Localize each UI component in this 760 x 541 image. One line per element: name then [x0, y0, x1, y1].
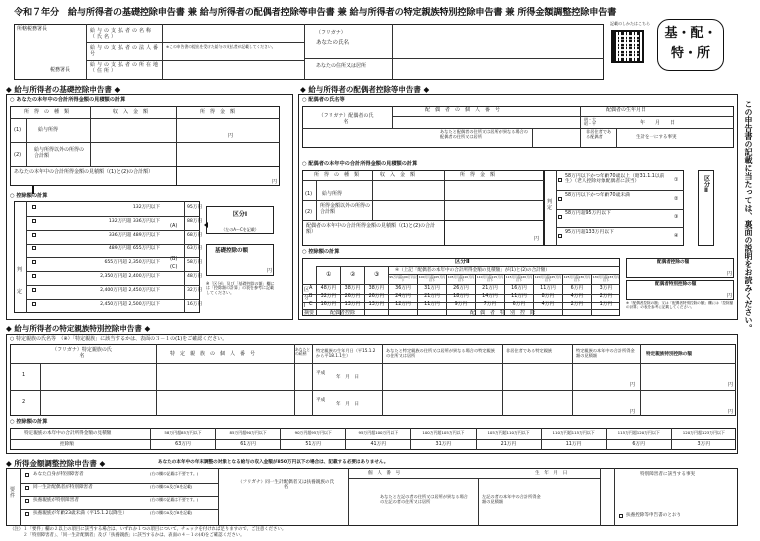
tax-office-suffix: 税務署長 — [50, 67, 71, 73]
bracket-range: 132万円超 336万円以下 — [108, 218, 160, 224]
bracket-range: 132万円以下 — [132, 205, 160, 210]
payer-note: ※この申告書の提出を受けた給与の支払者が記載してください。 — [166, 44, 276, 49]
specified-date: 年 月 日 — [336, 402, 359, 407]
spouse-deduction-cell: 4万円 — [541, 302, 555, 307]
specified-calc-range: 95万円超100万円以下 — [358, 430, 399, 435]
qr-caption: 記載のしかたはこちら — [610, 21, 650, 26]
specified-calc-label: 特定親族の本年中の合計所得金額の見積額 — [24, 431, 112, 436]
basic-deduction-title: ○ 控除額の計算 — [10, 193, 48, 199]
bracket-divider — [26, 244, 200, 245]
specified-calc-amount: 21万円 — [500, 442, 517, 447]
specified-nonresident: 非居住者である特定親族 — [506, 348, 553, 353]
col-shotoku: 所 得 金 額 — [200, 109, 236, 115]
hantei-char2: 定 — [17, 289, 23, 295]
spouse-deduction-cell: 3万円 — [599, 286, 613, 291]
kubun-char3: Ⅰ — [304, 303, 306, 309]
spouse-range-head: 120万円超125万円以下 — [534, 275, 562, 283]
specified-row-num: 1 — [22, 372, 26, 378]
haigu-kojo-label: 配偶者控除の額 — [657, 260, 690, 265]
specified-row-num: 2 — [22, 399, 26, 405]
spouse-total-label: 配偶者の本年中の合計所得金額の見積額（(1)と(2)の合計額） — [306, 223, 436, 235]
adjust-req-note: (右の欄のA及びBを記載) — [150, 484, 193, 489]
spouse-deduction-cell: 21万円 — [424, 294, 440, 299]
spouse-eras: 明・大 昭・平 — [584, 117, 596, 127]
bracket-range: 2,450万円超 2,500万円以下 — [100, 301, 160, 307]
specified-calc-title: ○ 控除額の計算 — [10, 419, 48, 425]
spouse-yen: 円 — [534, 236, 540, 242]
haigu-tokubetsu-yen: 円 — [727, 293, 733, 299]
specified-calc-amount: 3万円 — [697, 442, 711, 447]
bracket-range: 336万円超 489万円以下 — [108, 232, 160, 238]
row-num-2: (2) — [14, 152, 22, 158]
specified-calc-line — [410, 428, 411, 450]
spouse-row1: 給与所得 — [322, 191, 343, 197]
yen-2: 円 — [272, 179, 278, 185]
bracket-divider — [26, 285, 200, 286]
spouse-deduction-cell: 48万円 — [320, 286, 337, 291]
spouse-nonresident-label: 非居住者である配偶者 — [586, 129, 612, 139]
adjust-person-number: 個 人 番 号 — [368, 471, 401, 476]
spouse-deduction-cell: 18万円 — [453, 294, 469, 299]
hantei-char1: 判 — [17, 267, 23, 273]
bracket-amount: 68万円 — [187, 232, 203, 238]
spouse-deduction-cell: 14万円 — [482, 294, 498, 299]
spouse-deduction-cell: 21万円 — [482, 286, 498, 291]
spouse-deduction-cell: 26万円 — [453, 286, 469, 291]
logo-line1: 基・配・ — [664, 26, 717, 41]
bracket-amount: 32万円 — [187, 287, 203, 293]
row-num-1: (1) — [14, 127, 22, 133]
basic-kubun-label: 区分Ⅰ — [232, 211, 248, 218]
judge-mark: ③ — [674, 214, 679, 220]
spouse-footer-left: 摘要 — [304, 310, 315, 316]
form-title: 令和７年分 給与所得者の基礎控除申告書 兼 給与所得者の配偶者控除等申告書 兼 給与所得者の特定親族特別控除申告書 兼 所得金額調整控除申告書 — [14, 7, 617, 18]
specified-calc-line — [345, 428, 346, 450]
basic-row2: 給与所得以外の所得の合計額 — [34, 147, 85, 159]
col-kind: 所 得 の 種 類 — [24, 109, 70, 115]
spouse-deduction-cell: 13万円 — [344, 302, 361, 307]
adjust-fuyo: 扶養控除等申告書のとおり — [626, 513, 682, 518]
bracket-amount: 58万円 — [187, 260, 203, 266]
spouse-deduction-cell: 6万円 — [570, 286, 584, 291]
specified-calc-range: 58万円超85万円以下 — [164, 430, 202, 435]
specified-calc-range: 115万円超120万円以下 — [617, 430, 660, 435]
specified-subtitle: ○ 特定親族の氏名等 （※）「特定親族」に該当するかは、表面の３－１の(1)をご確認ください。 — [10, 336, 228, 342]
specified-calc-amount: 31万円 — [435, 442, 452, 447]
basic-kubun-box[interactable] — [206, 206, 274, 234]
specified-calc-line — [150, 428, 151, 450]
specified-yen-income: 円 — [630, 409, 636, 415]
spouse-deduction-cell: 26万円 — [344, 294, 361, 299]
specified-section-title: ◆ 給与所得者の特定親族特別控除申告書 ◆ — [6, 324, 151, 333]
spouse-range-head: 100万円超105万円以下 — [418, 275, 446, 283]
adjust-req-checkbox[interactable] — [25, 486, 29, 490]
spouse-deduction-cell: 38万円 — [344, 286, 361, 291]
adjust-note-1: （注）１「要件」欄の２以上の項目に該当する場合は、いずれか１つの項目について、チェックを付ければ足りますので、ご注意ください。 — [10, 527, 287, 532]
specified-name-field[interactable] — [42, 392, 154, 415]
spouse-section-title: ◆ 給与所得者の配偶者控除等申告書 ◆ — [300, 85, 430, 94]
col-income: 収 入 金 額 — [113, 109, 149, 115]
kubun-char1: 区 — [304, 287, 310, 293]
your-name-field[interactable] — [393, 25, 603, 57]
specified-calc-line — [541, 428, 542, 450]
adjust-req-checkbox[interactable] — [25, 499, 29, 503]
spouse-deduction-cell: 16万円 — [320, 302, 337, 307]
specified-era: 平成 — [316, 371, 326, 376]
spouse-col-head: ① — [326, 271, 332, 278]
bracket-divider — [26, 299, 200, 300]
bracket-amount: 88万円 — [187, 218, 203, 224]
spouse-col-head: ② — [350, 271, 356, 278]
spouse-col-income: 収 入 金 額 — [380, 172, 416, 178]
payer-name-label: 給与の支払者の名称（氏名） — [90, 28, 154, 40]
haigu-kojo-box[interactable] — [626, 258, 734, 278]
bracket-range: 2,350万円超 2,400万円以下 — [100, 274, 160, 279]
spouse-deduction-cell: 32万円 — [320, 294, 337, 299]
specified-calc-line — [671, 428, 672, 450]
spouse-deduction-cell: 24万円 — [395, 294, 411, 299]
bracket-checkbox[interactable] — [32, 288, 36, 292]
bracket-amount: 16万円 — [187, 301, 203, 307]
spouse-row-kubun: B — [309, 293, 313, 299]
spouse-row2: 所得金額以外の所得の合計額 — [320, 203, 371, 215]
judge-mark: ② — [674, 195, 679, 202]
spouse-deduction-cell: 1万円 — [599, 302, 613, 307]
spouse-total-field[interactable] — [444, 220, 544, 246]
spouse-kubun-label: 区分Ⅱ — [702, 175, 710, 194]
spouse-deduction-cell: 11万円 — [540, 286, 556, 291]
adjust-section-title: ◆ 所得金額調整控除申告書 ◆ — [6, 459, 106, 468]
spouse-row-kubun: A — [309, 285, 313, 291]
specified-yen-deduction: 円 — [728, 382, 734, 388]
specified-calc-range: 110万円超115万円以下 — [552, 430, 595, 435]
judge-checkbox[interactable] — [558, 215, 562, 219]
qr-code-icon[interactable] — [611, 30, 644, 63]
specified-deduction: 特定親族特別控除の額 — [646, 352, 692, 357]
specified-calc-amount: 63万円 — [175, 442, 191, 447]
specified-calc-range: 120万円超123万円以下 — [682, 430, 725, 435]
spouse-note: ※「配偶者控除の額」又は「配偶者特別控除の額」欄には「控除額の計算」の表を参考に記載してください。 — [626, 301, 734, 309]
adjust-req-text: 同一生計配偶者が特別障害者 — [33, 485, 93, 490]
adjust-req-note: (右の欄の記載は不要です。) — [150, 471, 199, 476]
judge-vline — [556, 170, 557, 246]
specified-calc-kojo: 控除額 — [60, 442, 74, 447]
spouse-rownum-1: (1) — [305, 191, 313, 197]
adjust-req-checkbox[interactable] — [25, 473, 29, 477]
judge-mark: ④ — [674, 232, 679, 239]
bracket-range: 2,400万円超 2,450万円以下 — [100, 287, 160, 293]
spouse-deduction-title: ○ 控除額の計算 — [302, 249, 340, 255]
side-note: この申告書の記載に当たっては、裏面の説明をお読みください。 — [744, 100, 753, 332]
spouse-kubun-head: 区分Ⅱ — [455, 259, 470, 265]
specified-relation: あなたとの続柄 — [295, 347, 311, 357]
spouse-number-label: 配 偶 者 の 個 人 番 号 — [425, 107, 501, 113]
bracket-checkbox[interactable] — [32, 260, 36, 264]
adjust-person-birth: 生 年 月 日 — [535, 471, 568, 476]
adjust-person-label: （フリガナ）同一生計配偶者又は扶養親族の氏名 — [237, 480, 335, 491]
specified-calc-line — [606, 428, 607, 450]
adjust-person-address: あなたと左記の者の住所又は居所が異なる場合の左記の者の住所又は居所 — [380, 494, 468, 504]
specified-yen-deduction: 円 — [728, 409, 734, 415]
judge-checkbox[interactable] — [558, 234, 562, 238]
haigu-tokubetsu-box[interactable] — [626, 280, 734, 300]
bracket-checkbox[interactable] — [32, 302, 36, 306]
your-address-label: あなたの住所又は居所 — [316, 63, 367, 69]
spouse-deduction-cell: 12万円 — [395, 302, 411, 307]
specified-calc-line — [215, 428, 216, 450]
adjust-title-note: あなたの本年中の年末調整の対象となる給与の収入金額が850万円以下の場合は、記載する必要はありません。 — [158, 460, 389, 465]
kiso-yen: 円 — [267, 268, 273, 274]
tax-office-label: 所轄税務署長 — [17, 26, 48, 32]
spouse-row-kubun: C — [309, 301, 313, 307]
specified-calc-range: 100万円超105万円以下 — [422, 430, 465, 435]
spouse-footer-a: 配偶者控除 — [330, 310, 356, 316]
spouse-household-label: 生計を一にする事実 — [636, 135, 677, 140]
spouse-range-head: 105万円超110万円以下 — [447, 275, 475, 283]
bracket-amount: 95万円 — [187, 205, 203, 210]
spouse-deduction-cell: 8万円 — [541, 294, 555, 299]
spouse-name-label: （フリガナ）配偶者の氏名 — [318, 113, 374, 125]
your-name-label: あなたの氏名 — [316, 40, 350, 46]
adjust-req-side: 要件 — [10, 487, 16, 499]
specified-number-label: 特 定 親 族 の 個 人 番 号 — [170, 351, 256, 357]
bracket-checkbox[interactable] — [32, 274, 36, 278]
adjust-req-note: (右の欄の記載は不要です。) — [150, 497, 199, 502]
spouse-birth-label: 配偶者の生年月日 — [606, 107, 647, 113]
bracket-checkbox[interactable] — [32, 219, 36, 223]
judge-divider — [556, 227, 684, 228]
basic-note: ※「区分Ⅰ」及び「基礎控除の額」欄には「控除額の計算」の表を参考に記載してください。 — [206, 281, 275, 295]
basic-total-field[interactable] — [176, 166, 280, 186]
spouse-range-head: 115万円超120万円以下 — [505, 275, 533, 283]
spouse-deduction-cell: 9万円 — [454, 302, 468, 307]
bracket-divider — [26, 257, 200, 258]
specified-birth: 特定親族の生年月日（平15.1.2から平18.1.1生） — [316, 348, 376, 358]
bracket-range: 489万円超 655万円以下 — [108, 246, 160, 252]
payer-address-label: 給与の支払者の所在地（住所） — [90, 62, 161, 74]
specified-name-label: （フリガナ）特定親族の氏名 — [52, 347, 112, 359]
bracket-A: (A) — [170, 223, 178, 229]
bracket-checkbox[interactable] — [32, 246, 36, 250]
kiso-kojo-label: 基礎控除の額 — [215, 248, 249, 254]
specified-calc-line — [476, 428, 477, 450]
spouse-date: 年 月 日 — [640, 120, 676, 126]
kiso-kojo-box[interactable] — [206, 244, 274, 276]
spouse-deduction-cell: 11万円 — [511, 294, 527, 299]
bracket-range: 655万円超 2,350万円以下 — [104, 260, 160, 266]
kubun-char2: 分 — [304, 295, 310, 301]
spouse-col-kind: 所 得 の 種 類 — [314, 172, 360, 178]
bracket-checkbox[interactable] — [32, 233, 36, 237]
specified-calc-amount: 6万円 — [632, 442, 646, 447]
spouse-deduction-cell: 7万円 — [483, 302, 497, 307]
specified-calc-range: 105万円超110万円以下 — [487, 430, 530, 435]
spouse-range-head: 125万円超130万円以下 — [563, 275, 591, 283]
spouse-rownum-2: (2) — [305, 209, 313, 215]
spouse-deduction-cell: 11万円 — [424, 302, 440, 307]
bracket-divider — [26, 216, 200, 217]
judge-text: 95万円超133万円以下 — [565, 229, 614, 235]
judge-checkbox[interactable] — [558, 197, 562, 201]
spouse-deduction-cell: 36万円 — [395, 286, 411, 291]
specified-calc-amount: 51万円 — [305, 442, 322, 447]
adjust-note-2: ２「特別障害者」、「同一生計配偶者」及び「扶養親族」に該当するかは、表面の４－１の(4)をご確認ください。 — [10, 533, 245, 538]
spouse-address-label: あなたと配偶者の住所又は居所が異なる場合の配偶者の住所又は居所 — [440, 129, 528, 139]
spouse-deduction-cell: 16万円 — [511, 286, 527, 291]
bracket-checkbox[interactable] — [32, 205, 36, 209]
specified-era: 平成 — [316, 398, 326, 403]
specified-address: あなたと特定親族の住所又は居所が異なる場合の特定親族の住所又は居所 — [386, 348, 495, 358]
bracket-B: (B) — [170, 256, 178, 262]
haigu-kojo-yen: 円 — [727, 271, 733, 277]
judge-text: 58万円超95万円以下 — [565, 211, 611, 216]
spouse-range-head: 130万円超133万円以下 — [592, 275, 620, 283]
haigu-tokubetsu-label: 配偶者特別控除の額 — [655, 282, 697, 287]
form-logo — [657, 19, 724, 71]
judge-text: 58万円以下かつ年齢70歳未満 — [565, 192, 630, 198]
spouse-deduction-cell: 38万円 — [368, 286, 385, 291]
specified-date: 年 月 日 — [336, 375, 359, 380]
spouse-col-head: ③ — [374, 271, 380, 278]
specified-calc-line — [280, 428, 281, 450]
specified-calc-amount: 11万円 — [565, 442, 582, 447]
spouse-kubun-box[interactable] — [698, 170, 714, 246]
bracket-C: (C) — [170, 264, 178, 270]
spouse-judge-label: 判定 — [547, 199, 553, 211]
adjust-req-text: あなた自身が特別障害者 — [33, 472, 84, 477]
basic-income-title: ○ あなたの本年中の合計所得金額の見積額の計算 — [10, 97, 126, 103]
fuyo-checkbox[interactable] — [619, 514, 623, 518]
specified-calc-amount: 61万円 — [240, 442, 256, 447]
adjust-req-text: 扶養親族が特別障害者 — [33, 498, 79, 503]
basic-row1: 給与所得 — [38, 127, 59, 133]
spouse-income-title: ○ 配偶者の本年中の合計所得金額の見積額の計算 — [302, 161, 418, 167]
spouse-range-head: 95万円超100万円以下 — [389, 275, 417, 283]
adjust-income: 左記の者の本年中の合計所得金額の見積額 — [482, 494, 541, 504]
furigana-label: （フリガナ） — [316, 30, 346, 36]
spouse-deduction-cell: 6万円 — [512, 302, 526, 307]
judge-mark: ① — [674, 177, 679, 183]
adjust-req-note: (右の欄のA及びBを記載) — [150, 510, 193, 515]
spouse-deduction-cell: 2万円 — [570, 302, 584, 307]
spouse-footer-b: 配 偶 者 特 別 控 除 — [470, 310, 536, 316]
specified-yen-income: 円 — [630, 382, 636, 388]
adjust-req-checkbox[interactable] — [25, 512, 29, 516]
basic-section-title: ◆ 給与所得者の基礎控除申告書 ◆ — [6, 85, 121, 94]
spouse-range-head: 110万円超115万円以下 — [476, 275, 504, 283]
spouse-deduction-cell: 13万円 — [368, 302, 385, 307]
bracket-amount: 63万円 — [187, 246, 203, 252]
judge-text: 58万円以下かつ年齢70歳以上（昭31.1.1以前生）（老人控除対象配偶者に該当） — [565, 174, 665, 185]
judge-checkbox[interactable] — [558, 178, 562, 182]
spouse-col-shotoku: 所 得 金 額 — [460, 172, 496, 178]
spouse-deduction-cell: 2万円 — [599, 294, 613, 299]
bracket-amount: 48万円 — [187, 274, 203, 279]
payer-number-label: 給与の支払者の法人番号 — [90, 45, 161, 57]
basic-kubun-note: （左のA～Cを記載） — [221, 227, 259, 232]
specified-calc-amount: 41万円 — [370, 442, 387, 447]
yen-1: 円 — [228, 133, 234, 139]
your-address-field[interactable] — [393, 59, 603, 79]
specified-income: 特定親族の本年中の合計所得金額の見積額 — [576, 348, 635, 358]
judge-divider — [556, 190, 684, 191]
spouse-name-title: ○ 配偶者の氏名等 — [302, 97, 345, 103]
spouse-deduction-cell: 4万円 — [570, 294, 584, 299]
adjust-req-text: 扶養親族が年齢23歳未満（平15.1.2以降生） — [33, 511, 127, 516]
spouse-deduction-cell: 26万円 — [368, 294, 385, 299]
specified-calc-range: 90万円超95万円以下 — [294, 430, 332, 435]
specified-calc-range: 85万円超90万円以下 — [229, 430, 267, 435]
spouse-table-head: ④（上記「配偶者の本年中の合計所得金額の見積額」が(1)と(2)の合計額） — [395, 268, 550, 273]
spouse-deduction-cell: 31万円 — [424, 286, 440, 291]
adjust-fact: 特別障害者に該当する事実 — [640, 472, 696, 477]
specified-name-field[interactable] — [42, 365, 154, 388]
basic-total-label: あなたの本年中の合計所得金額の見積額（(1)と(2)の合計額） — [14, 169, 154, 175]
logo-line2: 特・所 — [670, 46, 710, 61]
bracket-divider — [26, 271, 200, 272]
judge-divider — [556, 209, 684, 210]
bracket-divider — [26, 230, 200, 231]
